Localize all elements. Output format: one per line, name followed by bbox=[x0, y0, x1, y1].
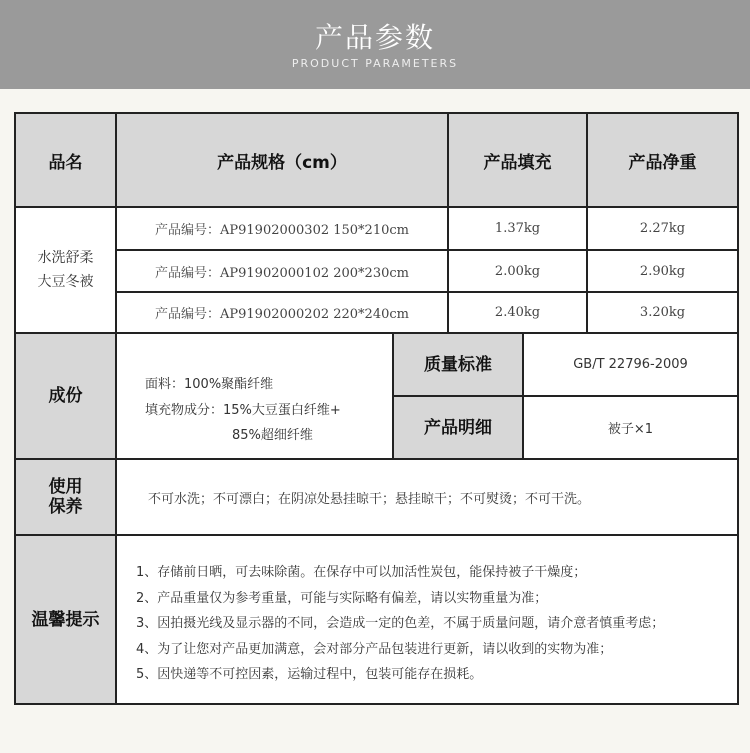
border-row2 bbox=[115, 291, 739, 293]
border-products-bottom bbox=[14, 332, 739, 334]
tip-item-3: 3、因拍摄光线及显示器的不同，会造成一定的色差，不属于质量问题，请介意者慎重考虑； bbox=[136, 616, 665, 631]
border-composition-bottom bbox=[14, 458, 739, 460]
tip-item-5: 5、因快递等不可控因素，运输过程中，包装可能存在损耗。 bbox=[136, 667, 483, 682]
header-product-spec: 产品规格（cm） bbox=[217, 152, 347, 173]
composition-filling-line1: 填充物成分：15%大豆蛋白纤维+ bbox=[145, 403, 341, 418]
border-row1 bbox=[115, 249, 739, 251]
border-label-column bbox=[115, 112, 117, 705]
composition-fabric: 面料：100%聚酯纤维 bbox=[145, 377, 274, 392]
header-banner bbox=[0, 0, 750, 89]
header-net-weight: 产品净重 bbox=[628, 152, 697, 173]
care-label-line2: 保养 bbox=[48, 497, 83, 517]
tips-label: 温馨提示 bbox=[31, 609, 100, 630]
border-fill-column bbox=[586, 112, 588, 333]
care-text: 不可水洗；不可漂白；在阴凉处悬挂晾干；悬挂晾干；不可熨烫；不可干洗。 bbox=[148, 492, 591, 507]
border-top bbox=[14, 112, 739, 114]
row3-weight: 3.20kg bbox=[639, 305, 686, 320]
composition-label: 成份 bbox=[48, 386, 83, 406]
product-name-line1: 水洗舒柔 bbox=[37, 250, 94, 266]
row1-spec: 产品编号：AP91902000302 150*210cm bbox=[155, 223, 409, 238]
product-name-cell bbox=[15, 207, 116, 333]
border-quality-mid bbox=[392, 395, 739, 397]
border-left bbox=[14, 112, 16, 705]
composition-filling-line2: 85%超细纤维 bbox=[232, 428, 313, 443]
quality-standard-value: GB/T 22796-2009 bbox=[573, 357, 688, 372]
row1-fill: 1.37kg bbox=[494, 221, 541, 236]
row1-weight: 2.27kg bbox=[639, 221, 686, 236]
product-name-line2: 大豆冬被 bbox=[37, 274, 94, 290]
tip-item-4: 4、为了让您对产品更加满意，会对部分产品包装进行更新，请以收到的实物为准； bbox=[136, 642, 613, 657]
product-detail-label: 产品明细 bbox=[424, 417, 492, 438]
tip-item-2: 2、产品重量仅为参考重量，可能与实际略有偏差，请以实物重量为准； bbox=[136, 591, 548, 606]
row3-fill: 2.40kg bbox=[494, 305, 541, 320]
quality-standard-label: 质量标准 bbox=[424, 354, 492, 375]
border-composition-column bbox=[392, 332, 394, 459]
page-subtitle: PRODUCT PARAMETERS bbox=[291, 57, 459, 70]
border-header-bottom bbox=[14, 206, 739, 208]
product-detail-value: 被子×1 bbox=[607, 422, 654, 437]
page-title: 产品参数 bbox=[314, 21, 435, 54]
care-label bbox=[15, 459, 116, 535]
header-product-fill: 产品填充 bbox=[483, 152, 552, 173]
row2-spec: 产品编号：AP91902000102 200*230cm bbox=[155, 265, 409, 281]
row2-fill: 2.00kg bbox=[494, 263, 541, 279]
border-right bbox=[737, 112, 739, 705]
care-label-line1: 使用 bbox=[48, 477, 83, 497]
border-bottom bbox=[14, 703, 739, 705]
border-spec-column bbox=[447, 112, 449, 333]
row2-weight: 2.90kg bbox=[639, 263, 686, 279]
border-care-bottom bbox=[14, 534, 739, 536]
border-quality-column bbox=[522, 332, 524, 459]
tip-item-1: 1、存储前日晒，可去味除菌。在保存中可以加活性炭包，能保持被子干燥度； bbox=[136, 565, 587, 580]
row3-spec: 产品编号：AP91902000202 220*240cm bbox=[155, 307, 409, 322]
header-product-name: 品名 bbox=[48, 152, 83, 173]
